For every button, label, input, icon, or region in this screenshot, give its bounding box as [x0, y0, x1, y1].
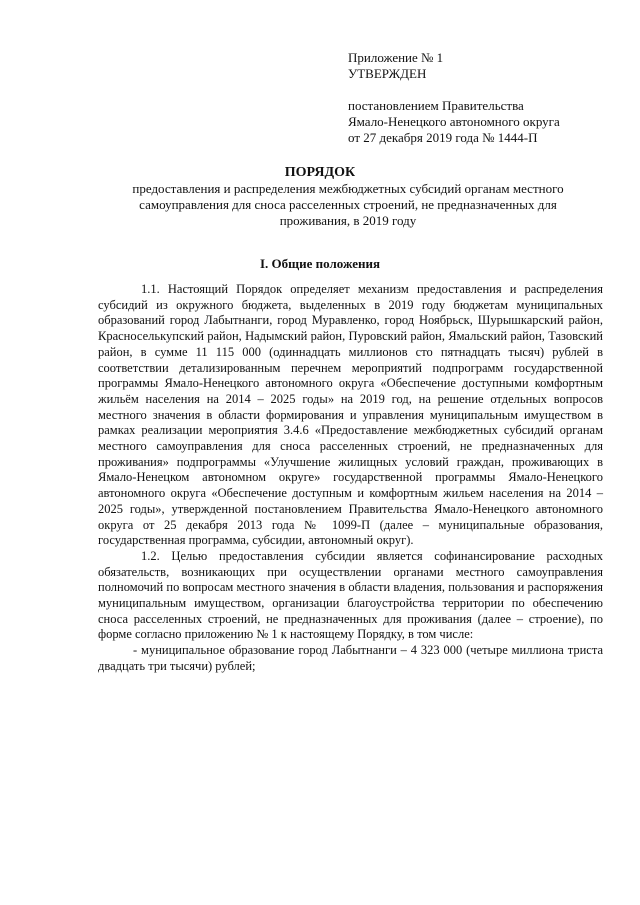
paragraph-1-2: 1.2. Целью предоставления субсидии является софинансирование расходных обязательств, возникающих при осуществлении органами местного самоуправления полномочий по вопросам местного значения в области владения, пользования и распоряжения муниципальным имуществом, организации благоустройства территории по обеспечению сноса расселенных строений, не предназначенных для проживания (далее – строение), по форме согласно приложению № 1 к настоящему Порядку, в том числе: [98, 548, 603, 642]
government-line: Ямало-Ненецкого автономного округа [348, 114, 560, 129]
list-item-labytnangi: - муниципальное образование город Лабытнанги – 4 323 000 (четыре миллиона триста двадцать три тысячи) рублей; [98, 643, 603, 673]
document-title: ПОРЯДОК [284, 165, 356, 180]
section-heading: I. Общие положения [260, 256, 380, 271]
document-body [98, 282, 603, 675]
approval-block [348, 50, 618, 146]
approved-label: УТВЕРЖДЕН [348, 66, 427, 81]
approval-spacer [348, 82, 618, 98]
document-subtitle: предоставления и распределения межбюджетных субсидий органам местного самоуправления для сноса расселенных строений, не предназначенных для проживания, в 2019 году [132, 181, 564, 228]
paragraph-1-1: 1.1. Настоящий Порядок определяет механизм предоставления и распределения субсидий из окружного бюджета, выделенных в 2019 году бюджетам муниципальных образований город Лабытнанги, город Муравленко, город Ноябрьск, Шурышкарский район, Красноселькупский район, Надымский район, Пуровский район, Ямальский район, Тазовский район, в сумме 11 115 000 (одиннадцать миллионов сто пятнадцать тысяч) рублей в соответствии детализированным перечнем мероприятий подпрограмм государственной программы Ямало-Ненецкого автономного округа «Обеспечение доступными комфортным жильём населения на 2014 – 2025 годы» на 2019 год, на решение отдельных вопросов местного значения в области формирования и управления муниципальным имуществом в рамках реализации мероприятия 3.4.6 «Предоставление межбюджетных субсидий органам местного самоуправления для сноса расселенных строений, не предназначенных для проживания» подпрограммы «Улучшение жилищных условий граждан, проживающих в Ямало-Ненецком автономном округе» государственной программы Ямало-Ненецкого автономного округа «Обеспечение доступным и комфортным жильем населения на 2014 – 2025 годы», утвержденной постановлением Правительства Ямало-Ненецкого автономного округа от 25 декабря 2013 года № 1099-П (далее – муниципальные образования, государственная программа, субсидии, автономный округ). [98, 282, 603, 548]
resolution-date: от 27 декабря 2019 года № 1444-П [348, 130, 538, 145]
resolution-line: постановлением Правительства [348, 98, 524, 113]
appendix-number: Приложение № 1 [348, 50, 444, 65]
